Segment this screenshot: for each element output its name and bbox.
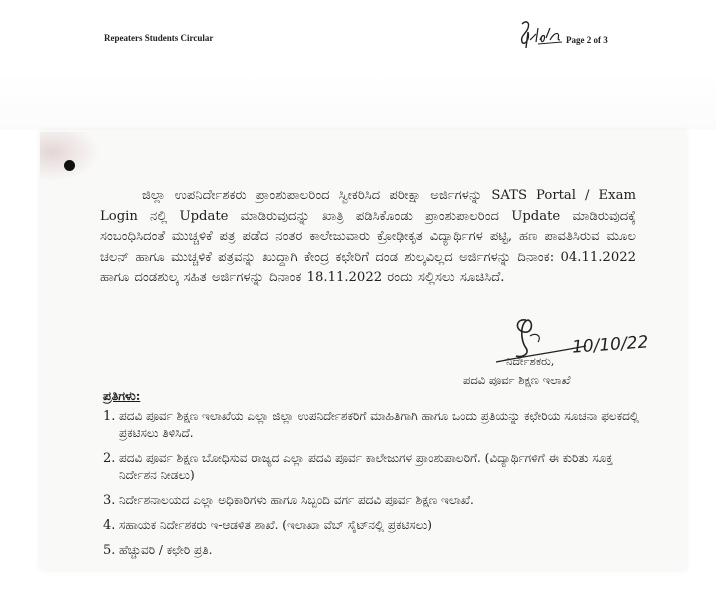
list-item-text: ಪದವಿ ಪೂರ್ವ ಶಿಕ್ಷಣ ಬೋಧಿಸುವ ರಾಜ್ಯದ ಎಲ್ಲಾ ಪದವಿ ಪೂರ್ವ ಕಾಲೇಜುಗಳ ಪ್ರಾಂಶುಪಾಲರಿಗೆ. (ವಿದ್ಯಾರ್ಥಿಗಳಿಗೆ ಈ ಕುರಿತು ಸೂಕ್ತ ನಿರ್ದೇಶನ ನೀಡಲು) — [119, 451, 613, 482]
list-item — [103, 542, 643, 559]
circular-title: Repeaters Students Circular — [104, 33, 214, 43]
list-item-text: ಸಹಾಯಕ ನಿರ್ದೇಶಕರು ಇ-ಆಡಳಿತ ಶಾಖೆ. (ಇಲಾಖಾ ವೆಬ್ ಸೈಟ್‌ನಲ್ಲಿ ಪ್ರಕಟಿಸಲು) — [119, 518, 432, 532]
copies-list — [103, 408, 643, 567]
designation-department: ಪದವಿ ಪೂರ್ವ ಶಿಕ್ಷಣ ಇಲಾಖೆ — [463, 373, 571, 387]
page-number: Page 2 of 3 — [566, 35, 608, 45]
list-item-text: ನಿರ್ದೇಶನಾಲಯದ ಎಲ್ಲಾ ಅಧಿಕಾರಿಗಳು ಹಾಗೂ ಸಿಬ್ಬಂದಿ ವರ್ಗ ಪದವಿ ಪೂರ್ವ ಶಿಕ್ಷಣ ಇಲಾಖೆ. — [119, 493, 474, 507]
list-item-number: 3. — [103, 493, 116, 508]
list-item-text: ಹೆಚ್ಚುವರಿ / ಕಛೇರಿ ಪ್ರತಿ. — [119, 543, 213, 557]
list-item — [103, 517, 643, 534]
list-item-text: ಪದವಿ ಪೂರ್ವ ಶಿಕ್ಷಣ ಇಲಾಖೆಯ ಎಲ್ಲಾ ಜಿಲ್ಲಾ ಉಪನಿರ್ದೇಶಕರಿಗೆ ಮಾಹಿತಿಗಾಗಿ ಹಾಗೂ ಒಂದು ಪ್ರತಿಯನ್ನು ಕಛೇರಿಯ ಸೂಚನಾ ಫಲಕದಲ್ಲಿ ಪ್ರಕಟಿಸಲು ತಿಳಿಸಿದೆ. — [119, 409, 639, 440]
punch-hole-icon — [64, 160, 75, 171]
list-item-number: 2. — [103, 451, 116, 466]
initials-signature — [516, 18, 568, 52]
list-item — [103, 450, 643, 484]
list-item — [103, 408, 643, 442]
list-item-number: 5. — [103, 543, 116, 558]
scan-smudge — [40, 132, 100, 182]
signature-date: 10/10/22 — [571, 332, 649, 358]
list-item-number: 4. — [103, 518, 116, 533]
list-item — [103, 492, 643, 509]
circular-body-paragraph: ಜಿಲ್ಲಾ ಉಪನಿರ್ದೇಶಕರು ಪ್ರಾಂಶುಪಾಲರಿಂದ ಸ್ವೀಕರಿಸಿದ ಪರೀಕ್ಷಾ ಅರ್ಜಿಗಳನ್ನು SATS Portal / Exam Login ನಲ್ಲಿ Update ಮಾಡಿರುವುದನ್ನು ಖಾತ್ರಿ ಪಡಿಸಿಕೊಂಡು ಪ್ರಾಂಶುಪಾಲರಿಂದ Update ಮಾಡಿರುವುದಕ್ಕೆ ಸಂಬಂಧಿಸಿದಂತೆ ಮುಚ್ಚಳಿಕೆ ಪತ್ರ ಪಡೆದ ನಂತರ ಕಾಲೇಜುವಾರು ಕ್ರೋಢೀಕೃತ ವಿದ್ಯಾರ್ಥಿಗಳ ಪಟ್ಟಿ, ಹಣ ಪಾವತಿಸಿರುವ ಮೂಲ ಚಲನ್ ಹಾಗೂ ಮುಚ್ಚಳಿಕೆ ಪತ್ರವನ್ನು ಖುದ್ದಾಗಿ ಕೇಂದ್ರ ಕಛೇರಿಗೆ ದಂಡ ಶುಲ್ಕವಿಲ್ಲದ ಅರ್ಜಿಗಳನ್ನು ದಿನಾಂಕ: 04.11.2022 ಹಾಗೂ ದಂಡಶುಲ್ಕ ಸಹಿತ ಅರ್ಜಿಗಳನ್ನು ದಿನಾಂಕ 18.11.2022 ರಂದು ಸಲ್ಲಿಸಲು ಸೂಚಿಸಿದೆ. — [100, 188, 636, 285]
designation-director: ನಿರ್ದೇಶಕರು, — [506, 354, 555, 368]
list-item-number: 1. — [103, 409, 116, 424]
copies-title: ಪ್ರತಿಗಳು: — [103, 388, 141, 403]
scan-gap — [0, 72, 716, 130]
